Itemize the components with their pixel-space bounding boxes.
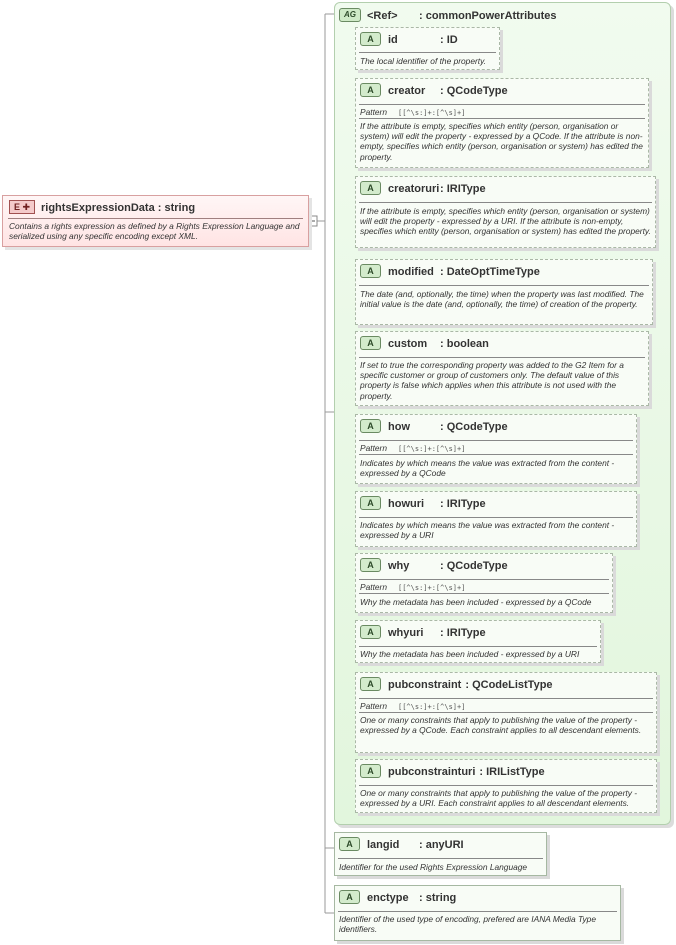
attribute-separator bbox=[359, 698, 653, 699]
attribute-description: One or many constraints that apply to publishing the value of the property - expressed by a QCode. Each constraint applies to all descendant elements. bbox=[360, 715, 642, 736]
group-ref: <Ref> bbox=[367, 9, 398, 22]
attribute-whyuri[interactable] bbox=[355, 620, 601, 663]
attribute-header bbox=[339, 838, 464, 852]
attribute-name: id bbox=[388, 33, 398, 46]
attribute-type: : IRIType bbox=[440, 497, 486, 510]
attribute-separator bbox=[359, 357, 645, 358]
attribute-description: Indicates by which means the value was extracted from the content - expressed by a URI bbox=[360, 520, 615, 541]
attribute-type: : QCodeType bbox=[440, 420, 508, 433]
attribute-name: custom bbox=[388, 337, 428, 350]
attribute-group-icon: AG bbox=[339, 8, 361, 22]
attribute-type: : string bbox=[419, 891, 457, 904]
attribute-pattern bbox=[360, 443, 465, 453]
attribute-separator bbox=[359, 517, 633, 518]
pattern-separator bbox=[359, 118, 645, 119]
attribute-icon: A bbox=[360, 32, 381, 46]
attribute-header bbox=[360, 765, 545, 779]
attribute-separator bbox=[359, 785, 653, 786]
attribute-type: : ID bbox=[440, 33, 458, 46]
attribute-name: why bbox=[388, 559, 410, 572]
element-name: rightsExpressionData bbox=[41, 201, 155, 214]
attribute-pubconstrainturi[interactable] bbox=[355, 759, 657, 813]
element-description: Contains a rights expression as defined by a Rights Expression Language and serialized using any specific encoding except XML. bbox=[9, 221, 300, 242]
attribute-description: If the attribute is empty, specifies which entity (person, organisation or system) will edit the property - expressed by a URI. If the attribute is non-empty, specifies which entity (person, organisation or system) has edited the property. bbox=[360, 206, 651, 237]
attribute-separator bbox=[338, 858, 543, 859]
attribute-header bbox=[360, 265, 540, 279]
attribute-enctype[interactable] bbox=[334, 885, 621, 941]
pattern-label: Pattern bbox=[360, 582, 388, 592]
attribute-langid[interactable] bbox=[334, 832, 547, 876]
attribute-name: pubconstraint bbox=[388, 678, 462, 691]
attribute-icon: A bbox=[360, 625, 381, 639]
element-type: : string bbox=[157, 201, 196, 214]
attribute-pattern bbox=[360, 107, 465, 117]
pattern-value: [[^\s:]+:[^\s]+] bbox=[398, 109, 466, 117]
attribute-icon: A bbox=[360, 83, 381, 97]
pattern-label: Pattern bbox=[360, 701, 388, 711]
attribute-type: : QCodeType bbox=[440, 559, 508, 572]
attribute-name: howuri bbox=[388, 497, 425, 510]
pattern-label: Pattern bbox=[360, 443, 388, 453]
attribute-icon: A bbox=[360, 181, 381, 195]
attribute-how[interactable] bbox=[355, 414, 637, 484]
attribute-icon: A bbox=[360, 336, 381, 350]
attribute-type: : anyURI bbox=[419, 838, 464, 851]
attribute-name: modified bbox=[388, 265, 434, 278]
attribute-separator bbox=[359, 202, 652, 203]
attribute-header bbox=[360, 337, 489, 351]
element-separator bbox=[8, 218, 303, 219]
pattern-value: [[^\s:]+:[^\s]+] bbox=[398, 703, 466, 711]
attribute-header bbox=[339, 891, 456, 905]
pattern-label: Pattern bbox=[360, 107, 388, 117]
attribute-name: how bbox=[388, 420, 410, 433]
attribute-separator bbox=[359, 52, 496, 53]
attribute-type: : DateOptTimeType bbox=[440, 265, 540, 278]
attribute-name: creatoruri bbox=[388, 182, 440, 195]
attribute-header bbox=[360, 497, 486, 511]
attribute-icon: A bbox=[360, 496, 381, 510]
attribute-header bbox=[360, 626, 486, 640]
attribute-description: The date (and, optionally, the time) when the property was last modified. The initial value is the date (and, optionally, the time) of creation of the property. bbox=[360, 289, 644, 310]
attribute-icon: A bbox=[360, 419, 381, 433]
element-icon: E ✚ bbox=[9, 200, 35, 214]
attribute-description: Identifier of the used type of encoding, prefered are IANA Media Type identifiers. bbox=[339, 914, 596, 935]
attribute-icon: A bbox=[360, 264, 381, 278]
attribute-description: If the attribute is empty, specifies which entity (person, organisation or system) will edit the property - expressed by a QCode. If the attribute is non-empty, specifies which entity (person, organisation or system) has edited the property. bbox=[360, 121, 643, 162]
attribute-separator bbox=[359, 440, 633, 441]
attribute-description: Why the metadata has been included - expressed by a URI bbox=[360, 649, 580, 659]
attribute-icon: A bbox=[360, 558, 381, 572]
attribute-icon: A bbox=[339, 890, 360, 904]
attribute-separator bbox=[359, 579, 609, 580]
attribute-type: : IRIType bbox=[440, 182, 486, 195]
attribute-type: : boolean bbox=[440, 337, 489, 350]
attribute-custom[interactable] bbox=[355, 331, 649, 406]
attribute-name: whyuri bbox=[388, 626, 424, 639]
attribute-modified[interactable] bbox=[355, 259, 653, 325]
attribute-description: The local identifier of the property. bbox=[360, 56, 487, 66]
attribute-name: langid bbox=[367, 838, 400, 851]
attribute-type: : IRIType bbox=[440, 626, 486, 639]
attribute-pattern bbox=[360, 701, 465, 711]
pattern-separator bbox=[359, 712, 653, 713]
attribute-separator bbox=[338, 911, 617, 912]
pattern-value: [[^\s:]+:[^\s]+] bbox=[398, 584, 466, 592]
attribute-header bbox=[360, 559, 508, 573]
attribute-description: One or many constraints that apply to publishing the value of the property - expressed by a URI. Each constraint applies to all descendant elements. bbox=[360, 788, 637, 809]
attribute-header bbox=[360, 182, 486, 196]
pattern-separator bbox=[359, 454, 633, 455]
attribute-description: Why the metadata has been included - expressed by a QCode bbox=[360, 597, 592, 607]
attribute-separator bbox=[359, 646, 597, 647]
attribute-description: Indicates by which means the value was extracted from the content - expressed by a QCode bbox=[360, 458, 615, 479]
attribute-why[interactable] bbox=[355, 553, 613, 613]
element-header bbox=[9, 201, 195, 215]
attribute-description: Identifier for the used Rights Expression Language bbox=[339, 862, 528, 872]
attribute-separator bbox=[359, 285, 649, 286]
attribute-howuri[interactable] bbox=[355, 491, 637, 547]
element-rightsExpressionData[interactable] bbox=[2, 195, 309, 247]
attribute-creatoruri[interactable] bbox=[355, 176, 656, 248]
group-header bbox=[339, 9, 557, 23]
attribute-icon: A bbox=[360, 764, 381, 778]
attribute-pubconstraint[interactable] bbox=[355, 672, 657, 753]
attribute-type: : IRIListType bbox=[479, 765, 545, 778]
attribute-name: enctype bbox=[367, 891, 409, 904]
attribute-creator[interactable] bbox=[355, 78, 649, 168]
pattern-separator bbox=[359, 593, 609, 594]
attribute-type: : QCodeListType bbox=[465, 678, 553, 691]
pattern-value: [[^\s:]+:[^\s]+] bbox=[398, 445, 466, 453]
attribute-description: If set to true the corresponding property was added to the G2 Item for a specific customer or group of customers only. The default value of this property is false which applies when this attribute is not used with the property. bbox=[360, 360, 624, 401]
group-name: : commonPowerAttributes bbox=[419, 9, 557, 22]
attribute-name: creator bbox=[388, 84, 426, 97]
attribute-pattern bbox=[360, 582, 465, 592]
attribute-id[interactable] bbox=[355, 27, 500, 70]
attribute-header bbox=[360, 678, 553, 692]
attribute-name: pubconstrainturi bbox=[388, 765, 476, 778]
attribute-header bbox=[360, 33, 458, 47]
attribute-type: : QCodeType bbox=[440, 84, 508, 97]
attribute-icon: A bbox=[339, 837, 360, 851]
attribute-icon: A bbox=[360, 677, 381, 691]
attribute-header bbox=[360, 84, 508, 98]
attribute-separator bbox=[359, 104, 645, 105]
attribute-header bbox=[360, 420, 508, 434]
